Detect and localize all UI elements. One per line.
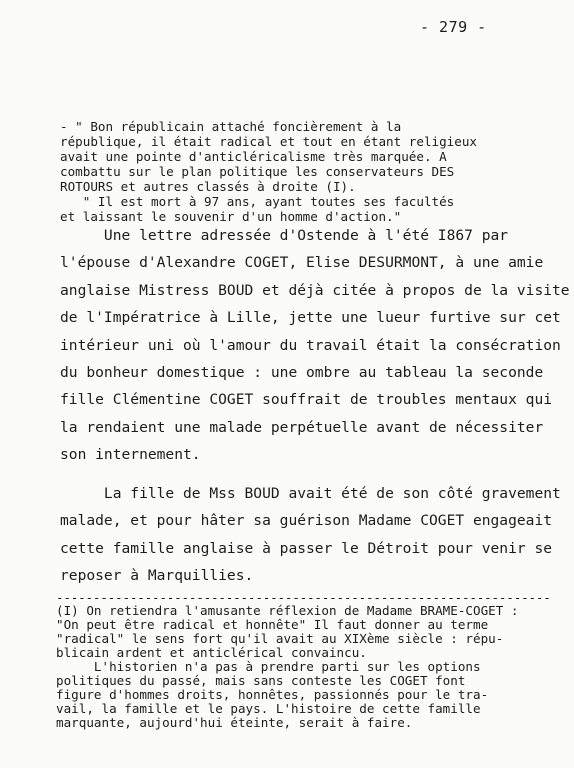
- quote-line: - " Bon républicain attaché foncièrement à la: [60, 119, 402, 134]
- paragraph-line: anglaise Mistress BOUD et déjà citée à propos de la visite: [60, 281, 570, 299]
- footnote-line: marquante, aujourd'hui éteinte, serait à faire.: [56, 715, 413, 730]
- page-number: - 279 -: [420, 18, 487, 36]
- quote-line: combattu sur le plan politique les conservateurs DES: [60, 164, 455, 179]
- footnote-line: (I) On retiendra l'amusante réflexion de Madame BRAME-COGET :: [56, 603, 519, 618]
- footnote-line: L'historien n'a pas à prendre parti sur les options: [56, 659, 481, 674]
- footnote-line: vail, la famille et le pays. L'histoire de cette famille: [56, 701, 481, 716]
- paragraph-line: du bonheur domestique : une ombre au tableau la seconde: [60, 364, 544, 382]
- footnote-line: blicain ardent et anticlérical convaincu.: [56, 645, 367, 660]
- paragraph-line: cette famille anglaise à passer le Détroit pour venir se: [60, 539, 553, 557]
- paragraph-line: l'épouse d'Alexandre COGET, Elise DESURMONT, à une amie: [60, 254, 544, 272]
- paragraph-line: Une lettre adressée d'Ostende à l'été I867 par: [60, 227, 509, 244]
- paragraph-line: fille Clémentine COGET souffrait de troubles mentaux qui: [60, 391, 553, 409]
- quote-line: ROTOURS et autres classés à droite (I).: [60, 179, 356, 194]
- footnote-separator: -------------------------------------------------------------------: [56, 591, 551, 605]
- quote-line: avait une pointe d'anticléricalisme très marquée. A: [60, 149, 447, 164]
- footnote-line: "radical" le sens fort qu'il avait au XIXème siècle : répu-: [56, 631, 504, 646]
- paragraph-line: intérieur uni où l'amour du travail était la consécration: [60, 336, 561, 354]
- quote-block: [60, 119, 565, 224]
- paragraph-line: de l'Impératrice à Lille, jette une lueur furtive sur cet: [60, 309, 561, 327]
- paragraph-illness: [60, 480, 560, 590]
- paragraph-line: reposer à Marquillies.: [60, 567, 254, 585]
- paragraph-line: son internement.: [60, 446, 201, 464]
- quote-line: république, il était radical et tout en étant religieux: [60, 134, 478, 149]
- footnote: [56, 604, 568, 730]
- footnote-line: politiques du passé, mais sans conteste les COGET font: [56, 673, 466, 688]
- paragraph-line: malade, et pour hâter sa guérison Madame COGET engageait: [60, 512, 553, 530]
- paragraph-line: la rendaient une malade perpétuelle avant de nécessiter: [60, 418, 544, 436]
- paragraph-letter: [60, 222, 570, 469]
- footnote-line: "On peut être radical et honnête" Il faut donner au terme: [56, 617, 489, 632]
- paragraph-line: La fille de Mss BOUD avait été de son côté gravement: [60, 485, 561, 502]
- quote-line: " Il est mort à 97 ans, ayant toutes ses facultés: [60, 194, 455, 209]
- footnote-line: figure d'hommes droits, honnêtes, passionnés pour le tra-: [56, 687, 489, 702]
- quote-line: et laissant le souvenir d'un homme d'action.": [60, 209, 402, 224]
